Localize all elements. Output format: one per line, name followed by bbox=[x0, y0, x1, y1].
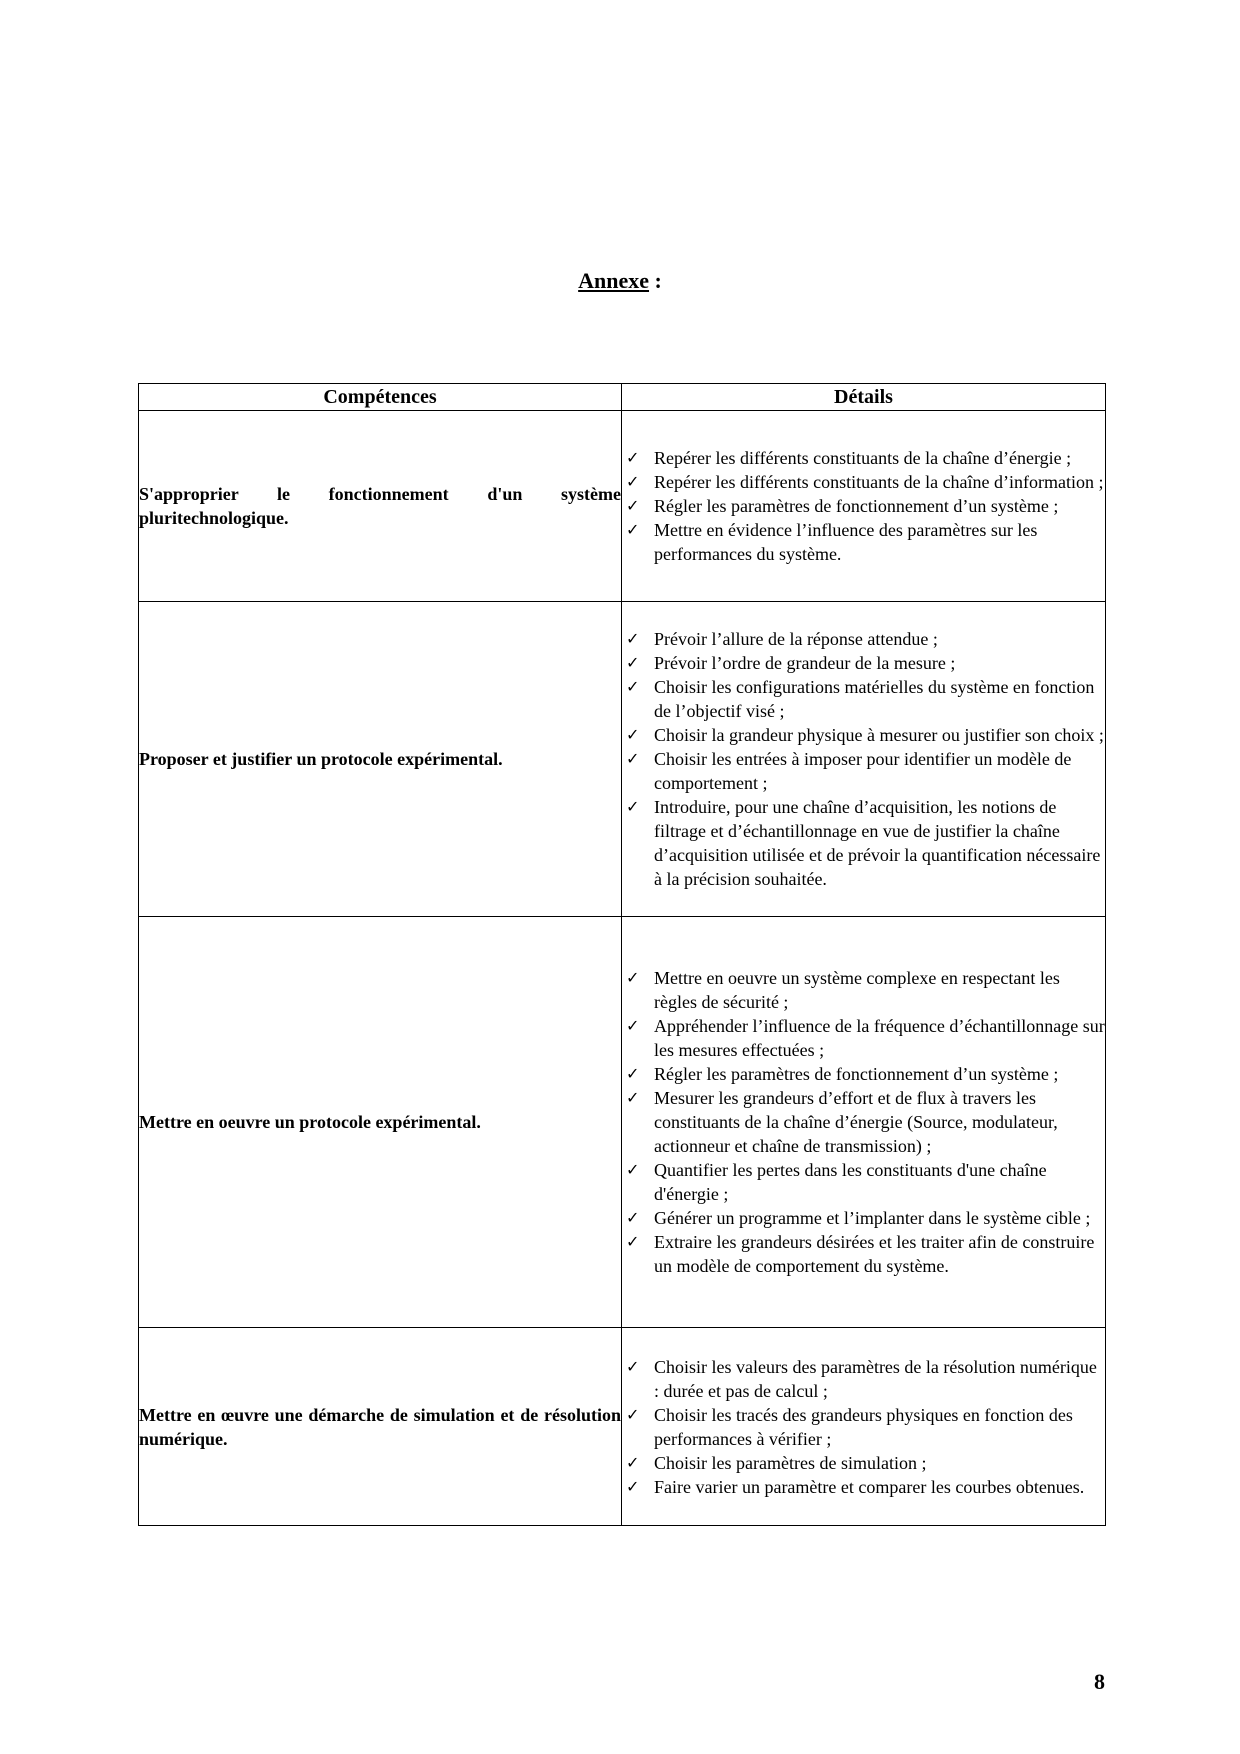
check-icon: ✓ bbox=[626, 968, 640, 987]
check-icon: ✓ bbox=[626, 1016, 640, 1035]
list-item bbox=[622, 1451, 1105, 1475]
table-row bbox=[139, 1328, 1106, 1526]
check-icon: ✓ bbox=[626, 1476, 640, 1496]
detail-text: Introduire, pour une chaîne d’acquisition, les notions de filtrage et d’échantillonnage en vue de justifier la chaîne d’acquisition utilisée et de prévoir la quantification nécessaire à la précision souhaitée. bbox=[654, 797, 1101, 889]
detail-text: Générer un programme et l’implanter dans le système cible ; bbox=[654, 1208, 1091, 1228]
list-item bbox=[622, 1062, 1105, 1086]
details-list bbox=[622, 1355, 1105, 1499]
detail-text: Prévoir l’allure de la réponse attendue ; bbox=[654, 629, 938, 649]
list-item bbox=[622, 1206, 1105, 1230]
check-icon: ✓ bbox=[626, 1404, 640, 1424]
table-row bbox=[139, 411, 1106, 602]
check-icon: ✓ bbox=[626, 653, 640, 672]
detail-text: Choisir les valeurs des paramètres de la résolution numérique : durée et pas de calcul ; bbox=[654, 1356, 1097, 1401]
list-item bbox=[622, 627, 1105, 651]
details-list bbox=[622, 966, 1105, 1278]
list-item bbox=[622, 675, 1105, 723]
details-cell bbox=[622, 411, 1106, 602]
competences-table bbox=[138, 383, 1106, 1526]
detail-text: Prévoir l’ordre de grandeur de la mesure ; bbox=[654, 653, 956, 673]
header-competences: Compétences bbox=[139, 384, 622, 411]
check-icon: ✓ bbox=[626, 749, 640, 768]
list-item bbox=[622, 795, 1105, 891]
check-icon: ✓ bbox=[626, 520, 640, 539]
details-list bbox=[622, 627, 1105, 891]
list-item bbox=[622, 747, 1105, 795]
check-icon: ✓ bbox=[626, 472, 640, 491]
competence-cell: Mettre en oeuvre un protocole expérimental. bbox=[139, 917, 622, 1328]
page-title-suffix: : bbox=[649, 268, 662, 293]
list-item bbox=[622, 494, 1105, 518]
page-title-text: Annexe bbox=[578, 268, 650, 293]
check-icon: ✓ bbox=[626, 797, 640, 816]
detail-text: Extraire les grandeurs désirées et les traiter afin de construire un modèle de comportement du système. bbox=[654, 1232, 1095, 1276]
detail-text: Mettre en évidence l’influence des paramètres sur les performances du système. bbox=[654, 520, 1038, 564]
page-number: 8 bbox=[1094, 1669, 1105, 1694]
check-icon: ✓ bbox=[626, 1088, 640, 1107]
competence-cell: Mettre en œuvre une démarche de simulation et de résolution numérique. bbox=[139, 1328, 622, 1526]
table-row bbox=[139, 602, 1106, 917]
list-item bbox=[622, 1014, 1105, 1062]
list-item bbox=[622, 723, 1105, 747]
detail-text: Faire varier un paramètre et comparer les courbes obtenues. bbox=[654, 1476, 1085, 1497]
detail-text: Repérer les différents constituants de la chaîne d’énergie ; bbox=[654, 448, 1072, 468]
details-cell bbox=[622, 917, 1106, 1328]
list-item bbox=[622, 518, 1105, 566]
check-icon: ✓ bbox=[626, 1232, 640, 1251]
list-item bbox=[622, 1230, 1105, 1278]
list-item bbox=[622, 1355, 1105, 1403]
details-cell bbox=[622, 602, 1106, 917]
detail-text: Régler les paramètres de fonctionnement d’un système ; bbox=[654, 1064, 1059, 1084]
check-icon: ✓ bbox=[626, 725, 640, 744]
list-item bbox=[622, 1158, 1105, 1206]
list-item bbox=[622, 966, 1105, 1014]
table-row bbox=[139, 917, 1106, 1328]
detail-text: Choisir les entrées à imposer pour identifier un modèle de comportement ; bbox=[654, 749, 1072, 793]
detail-text: Repérer les différents constituants de la chaîne d’information ; bbox=[654, 472, 1104, 492]
check-icon: ✓ bbox=[626, 677, 640, 696]
check-icon: ✓ bbox=[626, 629, 640, 648]
list-item bbox=[622, 1086, 1105, 1158]
detail-text: Mesurer les grandeurs d’effort et de flux à travers les constituants de la chaîne d’énergie (Source, modulateur, actionneur et chaîne de transmission) ; bbox=[654, 1088, 1058, 1156]
list-item bbox=[622, 651, 1105, 675]
check-icon: ✓ bbox=[626, 1356, 640, 1376]
check-icon: ✓ bbox=[626, 1160, 640, 1179]
detail-text: Choisir les paramètres de simulation ; bbox=[654, 1452, 927, 1473]
detail-text: Régler les paramètres de fonctionnement d’un système ; bbox=[654, 496, 1059, 516]
check-icon: ✓ bbox=[626, 448, 640, 467]
page-title bbox=[0, 266, 1240, 296]
detail-text: Mettre en oeuvre un système complexe en respectant les règles de sécurité ; bbox=[654, 968, 1060, 1012]
details-cell bbox=[622, 1328, 1106, 1526]
competence-cell: S'approprier le fonctionnement d'un système pluritechnologique. bbox=[139, 411, 622, 602]
list-item bbox=[622, 470, 1105, 494]
check-icon: ✓ bbox=[626, 1064, 640, 1083]
list-item bbox=[622, 1475, 1105, 1499]
list-item bbox=[622, 446, 1105, 470]
table-header-row bbox=[139, 384, 1106, 411]
list-item bbox=[622, 1403, 1105, 1451]
detail-text: Quantifier les pertes dans les constituants d'une chaîne d'énergie ; bbox=[654, 1160, 1047, 1204]
check-icon: ✓ bbox=[626, 496, 640, 515]
detail-text: Appréhender l’influence de la fréquence d’échantillonnage sur les mesures effectuées ; bbox=[654, 1016, 1105, 1060]
detail-text: Choisir la grandeur physique à mesurer ou justifier son choix ; bbox=[654, 725, 1104, 745]
check-icon: ✓ bbox=[626, 1208, 640, 1227]
competence-cell: Proposer et justifier un protocole expérimental. bbox=[139, 602, 622, 917]
details-list bbox=[622, 446, 1105, 566]
detail-text: Choisir les configurations matérielles du système en fonction de l’objectif visé ; bbox=[654, 677, 1095, 721]
detail-text: Choisir les tracés des grandeurs physiques en fonction des performances à vérifier ; bbox=[654, 1404, 1073, 1449]
check-icon: ✓ bbox=[626, 1452, 640, 1472]
header-details: Détails bbox=[622, 384, 1106, 411]
